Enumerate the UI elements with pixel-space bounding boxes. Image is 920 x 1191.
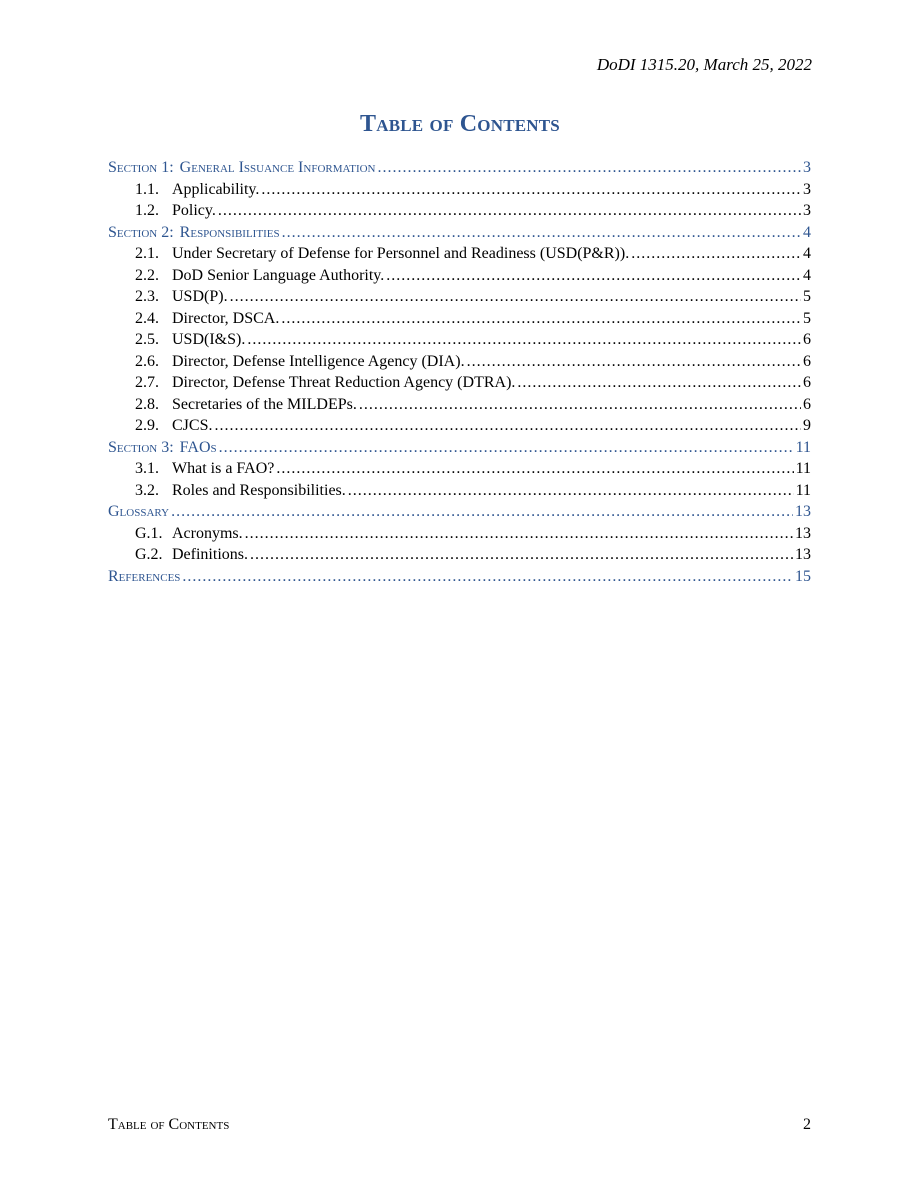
- toc-entry-page: 6: [803, 374, 811, 391]
- toc-dot-leader: [281, 308, 801, 330]
- toc-entry-text: Under Secretary of Defense for Personnel and Readiness (USD(P&R)).: [172, 245, 630, 262]
- toc-entry-page: 11: [795, 438, 811, 456]
- toc-entry-text: USD(P).: [172, 288, 228, 305]
- toc-item-link[interactable]: [108, 394, 811, 416]
- toc-entry-label: [135, 372, 515, 394]
- toc-entry-page: 13: [795, 546, 811, 563]
- toc-entry-label: [135, 394, 357, 416]
- toc-entry-text: Responsibilities: [179, 223, 280, 241]
- toc-entry-text: Acronyms.: [172, 524, 243, 542]
- toc-dot-leader: [218, 200, 801, 222]
- toc-entry-page: 4: [803, 266, 811, 284]
- toc-entry-page: 5: [803, 288, 811, 305]
- toc-entry-text: CJCS.: [172, 417, 213, 434]
- toc-entry-label: [135, 286, 228, 308]
- page-footer: [108, 1116, 811, 1134]
- toc-entry-text: Glossary: [108, 503, 170, 520]
- toc-entry-text: Director, Defense Intelligence Agency (DIA).: [172, 352, 465, 370]
- toc-entry-page: 6: [803, 395, 811, 413]
- toc-entry-text: Roles and Responsibilities.: [172, 481, 346, 499]
- toc-entry-number: 1.1.: [135, 180, 159, 198]
- toc-entry-text: Director, DSCA.: [172, 309, 280, 327]
- toc-dot-leader: [214, 415, 801, 437]
- toc-entry-label: [135, 415, 212, 437]
- toc-entry-text: Definitions.: [172, 546, 248, 563]
- footer-page-number: 2: [803, 1116, 811, 1133]
- toc-entry-number: Section 1:: [108, 159, 174, 176]
- toc-entry-text: FAOs: [179, 438, 217, 456]
- toc-entry-text: Director, Defense Threat Reduction Agency (DTRA).: [172, 374, 516, 391]
- toc-entry-label: [135, 544, 248, 566]
- toc-dot-leader: [631, 243, 801, 265]
- toc-item-link[interactable]: [108, 458, 811, 480]
- toc-entry-number: 3.2.: [135, 481, 159, 499]
- toc-entry-number: 2.2.: [135, 266, 159, 284]
- toc-entry-text: Secretaries of the MILDEPs.: [172, 395, 357, 413]
- toc-entry-number: 2.7.: [135, 374, 159, 391]
- toc-entry-label: [135, 480, 346, 502]
- toc-item-link[interactable]: [108, 243, 811, 265]
- toc-entry-page: 9: [803, 417, 811, 434]
- toc-entry-number: Section 2:: [108, 223, 174, 241]
- toc-entry-page: 3: [803, 159, 811, 176]
- toc-entry-number: 2.5.: [135, 331, 159, 348]
- toc-entry-page: 11: [795, 481, 811, 499]
- footer-title: Table of Contents: [108, 1116, 230, 1133]
- toc-entry-number: 2.3.: [135, 288, 159, 305]
- toc-entry-label: [108, 437, 217, 459]
- toc-dot-leader: [219, 437, 794, 459]
- toc-entry-number: 2.9.: [135, 417, 159, 434]
- toc-entry-label: [135, 265, 384, 287]
- toc-entry-page: 6: [803, 352, 811, 370]
- toc-entry-number: 2.6.: [135, 352, 159, 370]
- toc-entry-page: 11: [795, 460, 811, 477]
- toc-entry-label: [135, 200, 216, 222]
- toc-entry-label: [135, 243, 629, 265]
- toc-section-link[interactable]: [108, 157, 811, 179]
- toc-dot-leader: [171, 501, 793, 523]
- toc-item-link[interactable]: [108, 480, 811, 502]
- toc-entry-label: [135, 308, 279, 330]
- toc-dot-leader: [245, 523, 793, 545]
- table-of-contents: [108, 157, 811, 587]
- toc-dot-leader: [386, 265, 801, 287]
- toc-entry-page: 3: [803, 180, 811, 198]
- toc-item-link[interactable]: [108, 351, 811, 373]
- toc-entry-number: 3.1.: [135, 460, 159, 477]
- toc-dot-leader: [261, 179, 801, 201]
- toc-entry-label: [108, 157, 376, 179]
- toc-entry-number: 2.1.: [135, 245, 159, 262]
- toc-entry-number: 2.4.: [135, 309, 159, 327]
- toc-entry-text: DoD Senior Language Authority.: [172, 266, 385, 284]
- toc-entry-label: [135, 458, 274, 480]
- toc-entry-text: Applicability.: [172, 180, 260, 198]
- toc-dot-leader: [348, 480, 794, 502]
- toc-section-link[interactable]: [108, 222, 811, 244]
- toc-entry-page: 3: [803, 202, 811, 219]
- toc-entry-text: What is a FAO?: [172, 460, 275, 477]
- toc-entry-page: 13: [795, 524, 811, 542]
- toc-entry-number: Section 3:: [108, 438, 174, 456]
- toc-entry-label: [135, 351, 465, 373]
- toc-entry-number: 1.2.: [135, 202, 159, 219]
- toc-dot-leader: [230, 286, 801, 308]
- toc-entry-page: 6: [803, 331, 811, 348]
- toc-entry-page: 4: [803, 223, 811, 241]
- toc-entry-label: [135, 329, 245, 351]
- toc-dot-leader: [250, 544, 793, 566]
- toc-entry-text: References: [108, 567, 181, 585]
- toc-dot-leader: [517, 372, 801, 394]
- toc-item-link[interactable]: [108, 179, 811, 201]
- toc-item-link[interactable]: [108, 372, 811, 394]
- toc-entry-number: 2.8.: [135, 395, 159, 413]
- page-header-doc-ref: DoDI 1315.20, March 25, 2022: [596, 55, 812, 74]
- toc-section-link[interactable]: [108, 566, 811, 588]
- toc-item-link[interactable]: [108, 415, 811, 437]
- toc-item-link[interactable]: [108, 200, 811, 222]
- toc-entry-page: 5: [803, 309, 811, 327]
- toc-entry-label: [108, 501, 169, 523]
- toc-dot-leader: [276, 458, 793, 480]
- toc-item-link[interactable]: [108, 308, 811, 330]
- toc-entry-page: 13: [795, 503, 811, 520]
- toc-entry-text: USD(I&S).: [172, 331, 246, 348]
- toc-dot-leader: [282, 222, 801, 244]
- toc-item-link[interactable]: [108, 544, 811, 566]
- toc-dot-leader: [182, 566, 793, 588]
- toc-item-link[interactable]: [108, 523, 811, 545]
- toc-dot-leader: [359, 394, 801, 416]
- toc-section-link[interactable]: [108, 501, 811, 523]
- toc-entry-number: G.2.: [135, 546, 163, 563]
- toc-item-link[interactable]: [108, 329, 811, 351]
- toc-item-link[interactable]: [108, 286, 811, 308]
- toc-entry-page: 4: [803, 245, 811, 262]
- toc-entry-label: [108, 222, 280, 244]
- toc-dot-leader: [467, 351, 801, 373]
- toc-entry-label: [135, 523, 243, 545]
- toc-entry-label: [108, 566, 180, 588]
- toc-dot-leader: [378, 157, 801, 179]
- toc-entry-page: 15: [795, 567, 811, 585]
- toc-entry-text: General Issuance Information: [179, 159, 376, 176]
- toc-entry-label: [135, 179, 259, 201]
- toc-section-link[interactable]: [108, 437, 811, 459]
- page-title: Table of Contents: [360, 111, 560, 137]
- toc-entry-text: Policy.: [172, 202, 216, 219]
- toc-dot-leader: [247, 329, 801, 351]
- toc-entry-number: G.1.: [135, 524, 163, 542]
- toc-item-link[interactable]: [108, 265, 811, 287]
